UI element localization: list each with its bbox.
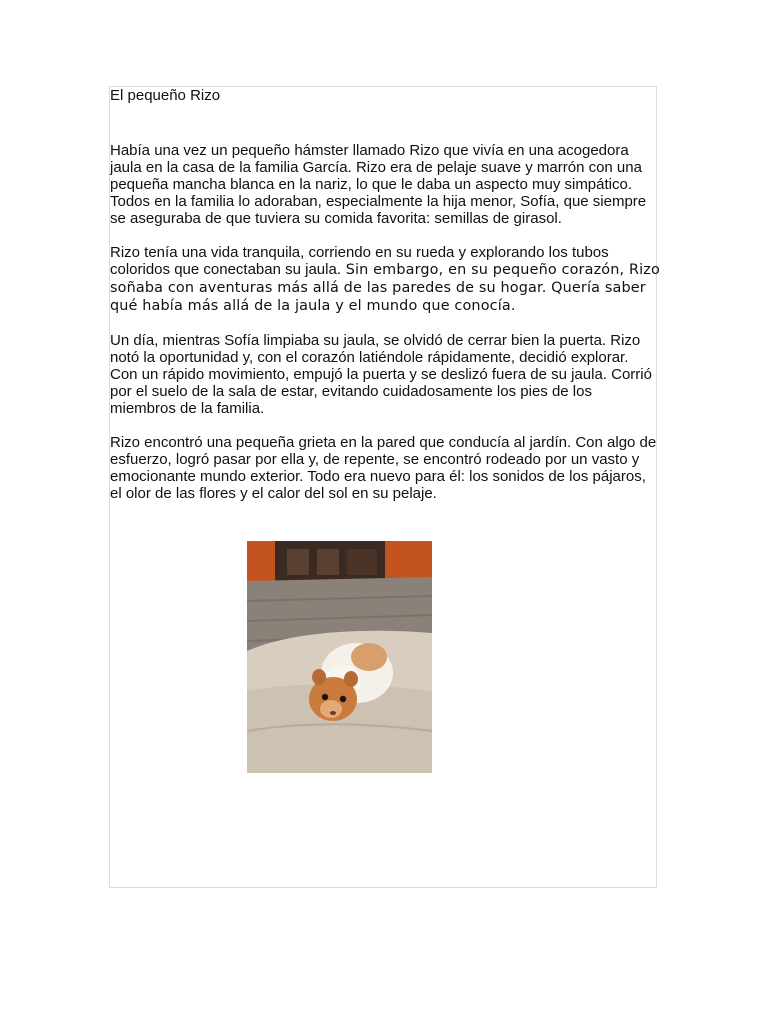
paragraph-4: Rizo encontró una pequeña grieta en la pared que conducía al jardín. Con algo de esfuerzo, logró pasar por ella y, de repente, se encontró rodeado por un vasto y emocionante mundo exterior. Todo era nuevo para él: los sonidos de los pájaros, el olor de las flores y el calor del sol en su pelaje.	[110, 434, 657, 502]
document-body	[110, 86, 660, 519]
document-title: El pequeño Rizo	[110, 87, 221, 104]
paragraph-2-part-b: Sin embargo, en su pequeño corazón, Rizo soñaba con aventuras más allá de las paredes de su hogar. Quería saber qué había más allá de la jaula y el mundo que conocía.	[110, 262, 660, 314]
paragraph-3: Un día, mientras Sofía limpiaba su jaula, se olvidó de cerrar bien la puerta. Rizo notó la oportunidad y, con el corazón latiéndole rápidamente, decidió explorar. Con un rápido movimiento, empujó la puerta y se deslizó fuera de su jaula. Corrió por el suelo de la sala de estar, evitando cuidadosamente los pies de los miembros de la familia.	[110, 332, 652, 417]
paragraph-2-part-a: Rizo tenía una vida tranquila, corriendo en su rueda y explorando los tubos coloridos que conectaban su jaula.	[110, 244, 609, 278]
hamster-photo	[247, 541, 432, 773]
paragraph-1: Había una vez un pequeño hámster llamado Rizo que vivía en una acogedora jaula en la casa de la familia García. Rizo era de pelaje suave y marrón con una pequeña mancha blanca en la nariz, lo que le daba un aspecto muy simpático. Todos en la familia lo adoraban, especialmente la hija menor, Sofía, que siempre se aseguraba de que tuviera su comida favorita: semillas de girasol.	[110, 142, 647, 227]
paragraph-2	[110, 244, 660, 315]
